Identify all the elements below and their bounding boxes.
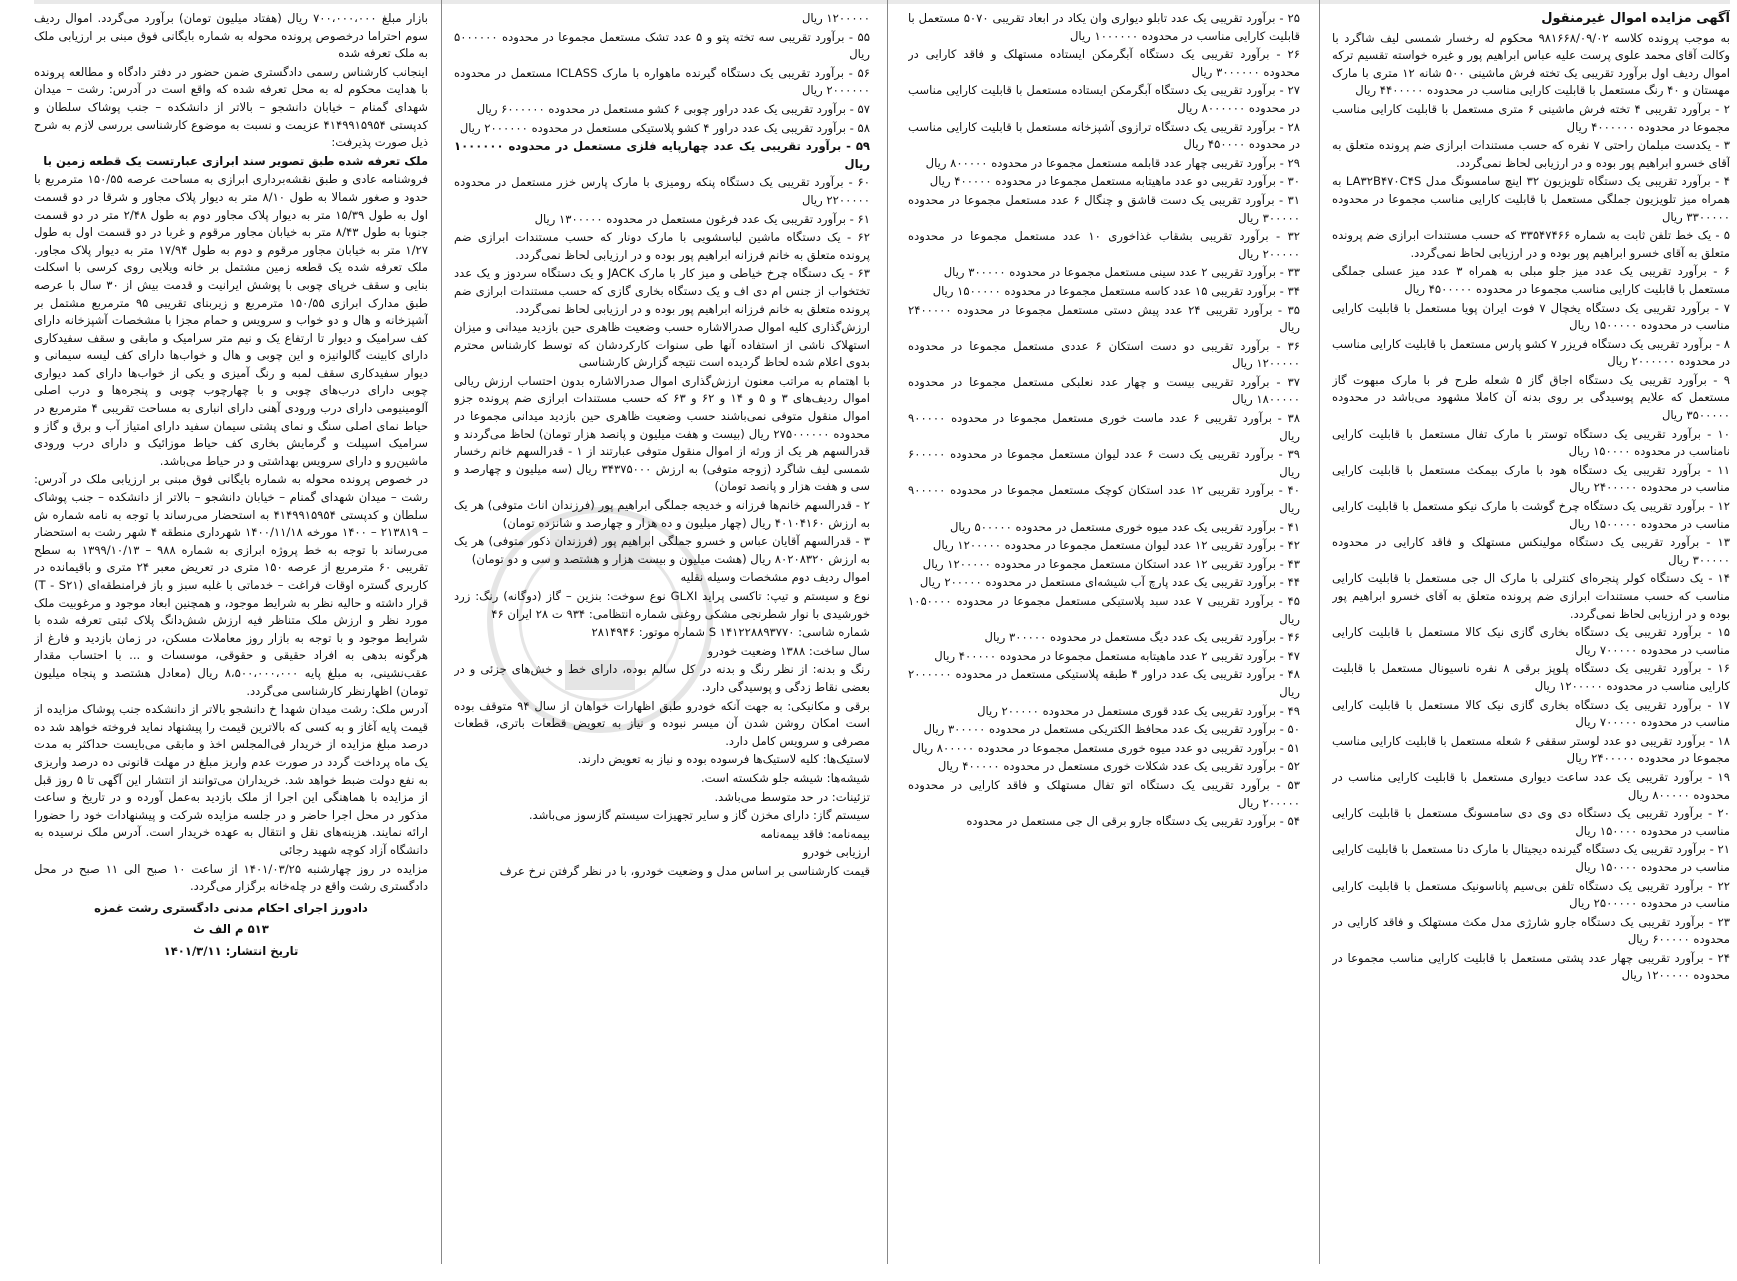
list-item: نوع و سیستم و تیپ: تاکسی پراید GLXI نوع سوخت: بنزین – گاز (دوگانه) رنگ: زرد خورشیدی با نوار شطرنجی مشکی روغنی شماره انتظامی: ۹۳۴ ت ۲۸ ایران ۴۶ — [454, 589, 870, 621]
list-item: مزایده در روز چهارشنبه ۱۴۰۱/۰۳/۲۵ از ساعت ۱۰ صبح الی ۱۱ صبح در محل دادگستری رشت واقع در چله‌خانه برگزار می‌گردد. — [34, 861, 428, 894]
column-1 — [1332, 10, 1730, 1246]
list-item: ۶۳ - یک دستگاه چرخ خیاطی و میز کار با مارک JACK و یک دستگاه سردوز و یک عدد تختخواب از جنس ام دی اف و یک دستگاه بخاری گازی که حسب مستندات ابرازی ضم پرونده متعلق به خانم فرزانه ابراهیم پور بوده و در ارزیابی لحاظ نمی‌گردد. — [454, 266, 870, 316]
list-item: ۱۷ - برآورد تقریبی یک دستگاه بخاری گازی نیک کالا مستعمل با قابلیت کارایی مناسب در محدوده ۷۰۰۰۰۰ ریال — [1332, 697, 1730, 730]
item-list-4 — [34, 10, 428, 896]
list-item: سال ساخت: ۱۳۸۸ وضعیت خودرو — [707, 643, 870, 658]
signature-line: دادورز اجرای احکام مدنی دادگستری رشت غمزه — [94, 900, 368, 915]
list-item: شماره شاسی: S ۱۴۱۲۲۸۸۹۳۷۷۰ شماره موتور: ۲۸۱۴۹۴۶ — [591, 625, 870, 640]
publish-date: تاریخ انتشار: ۱۴۰۱/۳/۱۱ — [163, 943, 299, 958]
list-item: ۴۲ - برآورد تقریبی ۱۲ عدد لیوان مستعمل مجموعا در محدوده ۱۲۰۰۰۰۰ ریال — [932, 538, 1300, 553]
list-item: ۲۹ - برآورد تقریبی چهار عدد قابلمه مستعمل مجموعا در محدوده ۸۰۰۰۰۰ ریال — [925, 155, 1300, 170]
list-item: برقی و مکانیکی: به جهت آنکه خودرو طبق اظهارات خواهان از سال ۹۴ متوقف بوده است امکان روشن شدن آن میسر نبوده و نیاز به تعویض قطعات باتری، قطعات مصرفی و سرویس کامل دارد. — [454, 698, 870, 748]
list-item: ۵۱ - برآورد تقریبی دو عدد میوه خوری مستعمل مجموعا در محدوده ۸۰۰۰۰۰ ریال — [912, 740, 1300, 755]
column-rule — [441, 0, 442, 1264]
list-item: سیستم گاز: دارای مخزن گاز و سایر تجهیزات سیستم گازسوز می‌باشد. — [528, 808, 870, 823]
list-item: ۲۲ - برآورد تقریبی یک دستگاه تلفن بی‌سیم پاناسونیک مستعمل با قابلیت کارایی مناسب در محدوده ۲۵۰۰۰۰۰ ریال — [1332, 878, 1730, 911]
list-item: ملک تعرفه شده طبق تصویر سند ابرازی عبارتست یک قطعه زمین با — [43, 153, 428, 168]
list-item: ۶ - برآورد تقریبی یک عدد میز جلو مبلی به همراه ۳ عدد میز عسلی جملگی مستعمل با قابلیت کارایی مناسب مجموعا در محدوده ۴۵۰۰۰۰۰ ریال — [1332, 264, 1730, 296]
list-item: ۴۷ - برآورد تقریبی ۲ عدد ماهیتابه مستعمل مجموعا در محدوده ۴۰۰۰۰۰ ریال — [934, 648, 1300, 663]
list-item: لاستیک‌ها: کلیه لاستیک‌ها فرسوده بوده و نیاز به تعویض دارند. — [577, 752, 870, 767]
list-item: ۳۴ - برآورد تقریبی ۱۵ عدد کاسه مستعمل مجموعا در محدوده ۱۵۰۰۰۰۰ ریال — [932, 283, 1300, 298]
item-list-3 — [454, 10, 870, 881]
list-item: ۱۹ - برآورد تقریبی یک عدد ساعت دیواری مستعمل با قابلیت کارایی مناسب در محدوده ۸۰۰۰۰۰ ریال — [1332, 769, 1730, 802]
list-item: ۶۲ - یک دستگاه ماشین لباسشویی با مارک دونار که حسب مستندات ابرازی ضم پرونده متعلق به خانم فرزانه ابراهیم پور بوده و در ارزیابی لحاظ نمی‌گردد. — [454, 230, 870, 262]
list-item: شیشه‌ها: شیشه جلو شکسته است. — [700, 770, 870, 785]
list-item: ۳۱ - برآورد تقریبی یک دست قاشق و چنگال ۶ عدد مستعمل مجموعا در محدوده ۳۰۰۰۰۰ ریال — [908, 192, 1300, 225]
list-item: ۵۳ - برآورد تقریبی یک دستگاه اتو تفال مستهلک و فاقد کارایی در محدوده ۲۰۰۰۰۰ ریال — [908, 777, 1300, 810]
list-item: ۳ - یکدست مبلمان راحتی ۷ نفره که حسب مستندات ابرازی ضم پرونده متعلق به آقای خسرو ابراهیم پور بوده و در ارزیابی لحاظ نمی‌گردد. — [1332, 138, 1730, 170]
list-item: ۹ - برآورد تقریبی یک دستگاه اجاق گاز ۵ شعله طرح فر با مارک مبهوت گاز مستعمل که علایم پوسیدگی بر روی بدنه آن کاملا مشهود می‌باشد در محدوده ۳۵۰۰۰۰۰ ریال — [1332, 372, 1730, 423]
newspaper-page — [34, 0, 1730, 1264]
list-item: آدرس ملک: رشت میدان شهدا خ دانشجو بالاتر از دانشکده جنب پوشاک مزایده از قیمت پایه آغاز و به کسی که بالاترین قیمت را پیشنهاد نماید فروخته خواهد شد ده درصد مبلغ مزایده از خریدار فی‌المجلس اخذ و مابقی می‌بایست حداکثر به مدت یک ماه پرداخت گردد در صورت عدم واریز مبلغ در مهلت قانونی ده درصد واریزی به نفع دولت ضبط خواهد شد. خریداران می‌توانند از انتشار این آگهی تا ۵ روز قبل از مزایده با هماهنگی این اجرا از ملک بازدید به‌عمل آورده و در تاریخ و ساعت مذکور در محل اجرا حاضر و در جلسه مزایده شرکت و پیشنهادات خود را حضورا ارائه نمایند. هزینه‌های نقل و انتقال به عهده خریدار است. آدرس ملک نرسیده به دانشگاه آزاد کوچه شهید رجائی — [34, 702, 428, 857]
list-item: ۶۱ - برآورد تقریبی یک عدد فرغون مستعمل در محدوده ۱۳۰۰۰۰۰ ریال — [534, 211, 870, 226]
list-item: ۲۰ - برآورد تقریبی یک دستگاه دی وی دی سامسونگ مستعمل با قابلیت کارایی مناسب در محدوده ۱۵۰۰۰۰ ریال — [1332, 806, 1730, 838]
list-item: ۲۱ - برآورد تقریبی یک دستگاه گیرنده دیجیتال با مارک دنا مستعمل با قابلیت کارایی مناسب در محدوده ۱۵۰۰۰۰ ریال — [1332, 842, 1730, 874]
list-item: ۴ - برآورد تقریبی یک دستگاه تلویزیون ۳۲ اینچ سامسونگ مدل LA۳۲B۴۷۰C۴S به همراه میز تلویزیون جملگی مستعمل با قابلیت کارایی مناسب مجموعا در محدوده ۳۳۰۰۰۰۰ ریال — [1332, 174, 1730, 224]
list-item: ۵۴ - برآورد تقریبی یک دستگاه جارو برقی ال جی مستعمل در محدوده — [966, 814, 1300, 829]
list-item: بیمه‌نامه: فاقد بیمه‌نامه — [760, 826, 870, 841]
list-item: ۲ - برآورد تقریبی ۴ تخته فرش ماشینی ۶ متری مستعمل با قابلیت کارایی مناسب مجموعا در محدوده ۴۰۰۰۰۰۰ ریال — [1332, 101, 1730, 134]
list-item: ۴۰ - برآورد تقریبی ۱۲ عدد استکان کوچک مستعمل مجموعا در محدوده ۹۰۰۰۰۰ ریال — [908, 483, 1300, 516]
list-item: ۱۲ - برآورد تقریبی یک دستگاه چرخ گوشت با مارک نیکو مستعمل با قابلیت کارایی مناسب در محدوده ۱۵۰۰۰۰۰ ریال — [1332, 499, 1730, 531]
list-item: ۴۳ - برآورد تقریبی ۱۲ عدد استکان مستعمل مجموعا در محدوده ۱۲۰۰۰۰۰ ریال — [922, 556, 1300, 571]
list-item: ۳۸ - برآورد تقریبی ۶ عدد ماست خوری مستعمل مجموعا در محدوده ۹۰۰۰۰۰ ریال — [908, 411, 1300, 443]
list-item: ۴۹ - برآورد تقریبی یک عدد قوری مستعمل در محدوده ۲۰۰۰۰۰ ریال — [977, 703, 1300, 718]
list-item: اموال ردیف دوم مشخصات وسیله نقلیه — [680, 570, 870, 585]
column-rule — [1319, 0, 1320, 1264]
list-item: اینجانب کارشناس رسمی دادگستری ضمن حضور در دفتر دادگاه و مطالعه پرونده با هدایت محکوم له به محل تعرفه شده که واقع است در آدرس: رشت – میدان شهدای گمنام – خیابان دانشجو – بالاتر از دانشکده – جنب پوشاک سلطان و کدپستی ۴۱۴۹۹۱۵۹۵۴ عزیمت و نسبت به موضوع کارشناسی بررسی لازم به شرح ذیل صورت پذیرفت: — [34, 64, 428, 150]
list-item: ۱۶ - برآورد تقریبی یک دستگاه پلوپز برقی ۸ نفره ناسیونال مستعمل با قابلیت کارایی مناسب در محدوده ۱۲۰۰۰۰۰ ریال — [1332, 661, 1730, 693]
list-item: ۴۶ - برآورد تقریبی یک عدد دیگ مستعمل در محدوده ۳۰۰۰۰۰ ریال — [984, 630, 1300, 645]
list-item: ۴۵ - برآورد تقریبی ۷ عدد سبد پلاستیکی مستعمل مجموعا در محدوده ۱۰۵۰۰۰۰ ریال — [908, 594, 1300, 626]
list-item: ۵۷ - برآورد تقریبی یک عدد دراور چوبی ۶ کشو مستعمل در محدوده ۶۰۰۰۰۰۰ ریال — [476, 101, 870, 116]
column-3 — [454, 10, 870, 1246]
list-item: ۲ - قدرالسهم خانم‌ها فرزانه و خدیجه جملگی ابراهیم پور (فرزندان اناث متوفی) هر یک به ارزش ۴۰۱۰۴۱۶۰ ریال (چهار میلیون و ده هزار و چهارصد و شانزده تومان) — [454, 498, 870, 530]
list-item: ۱۴ - یک دستگاه کولر پنجره‌ای کنترلی با مارک ال جی مستعمل با قابلیت کارایی مناسب که حسب مستندات ابرازی ضم پرونده متعلق به آقای خسرو ابراهیم پور بوده و در ارزیابی لحاظ نمی‌گردد. — [1332, 571, 1730, 621]
top-strip — [34, 0, 1730, 4]
list-item: ۲۵ - برآورد تقریبی یک عدد تابلو دیواری وان یکاد در ابعاد تقریبی ۵۰۷۰ مستعمل با قابلیت کارایی مناسب در محدوده ۱۰۰۰۰۰۰ ریال — [908, 11, 1300, 43]
list-item: ارزش‌گذاری کلیه اموال صدرالاشاره حسب وضعیت ظاهری حین بازدید میدانی و میزان استهلاک ناشی از استفاده آنها طی سنوات کارکردشان که توسط کارشناس محترم بدوی اعلام شده لحاظ گردیده است نتیجه گزارش کارشناسی — [454, 320, 870, 370]
list-item: ۴۱ - برآورد تقریبی یک عدد میوه خوری مستعمل در محدوده ۵۰۰۰۰۰ ریال — [950, 519, 1300, 534]
item-list-2 — [908, 10, 1300, 831]
ad-title: آگهی مزایده اموال غیرمنقول — [1541, 11, 1730, 26]
list-item: ۵۹ - برآورد تقریبی یک عدد چهارپایه فلزی مستعمل در محدوده ۱۰۰۰۰۰۰ ریال — [454, 139, 870, 171]
list-item: ۷ - برآورد تقریبی یک دستگاه یخچال ۷ فوت ایران پویا مستعمل با قابلیت کارایی مناسب در محدوده ۱۵۰۰۰۰۰ ریال — [1332, 300, 1730, 333]
list-item: ۱۳ - برآورد تقریبی یک دستگاه مولینکس مستهلک و فاقد کارایی در محدوده ۳۰۰۰۰۰ ریال — [1332, 535, 1730, 567]
list-item: ۱۵ - برآورد تقریبی یک دستگاه بخاری گازی نیک کالا مستعمل با قابلیت کارایی مناسب در محدوده ۷۰۰۰۰۰ ریال — [1332, 625, 1730, 657]
list-item: تزئینات: در حد متوسط می‌باشد. — [714, 789, 870, 804]
list-item: فروشنامه عادی و طبق نقشه‌برداری ابرازی به مساحت عرصه ۱۵۰/۵۵ مترمربع با حدود و صغور شمالا به طول ۸/۱۰ متر به دیوار پلاک مجاور و شرقا در دو قسمت اول به طول ۱۵/۳۹ متر به دیوار پلاک مجاور دوم به طول ۲/۴۸ متر در دو قسمت جنوبا به طول ۸/۴۳ متر به خیابان مجاور مرقوم و غربا در دو قسمت اول به طول ۱/۲۷ متر به خیابان مجاور مرقوم و دوم به طول ۱۷/۹۴ متر به دیوار پلاک مجاور. ملک تعرفه شده یک قطعه زمین مشتمل بر خانه ویلایی روی کرسی با اسکلت بنایی و سقف خرپای چوبی با پوشش ایرانیت و قدمت بیش از ۳۰ سال با عرصه طبق مدارک ابرازی ۱۵۰/۵۵ مترمربع و زیربنای تقریبی ۹۵ مترمربع مشتمل بر آشپزخانه و هال و دو خواب و سرویس و حمام مجزا با مشخصات آشپزخانه دارای کف سرامیک و دیوار تا ارتفاع یک و نیم متر سرامیک و مابقی و سقف سفیدکاری دارای کابینت گالوانیزه و این چوبی و هال و خواب‌ها دارای کف لیسه سیمانی و دیوار سفیدکاری سقف لمبه و رنگ آمیزی و یکی از خواب‌ها دارای کمد دیواری چوبی دارای درب‌های چوبی و با چهارچوب چوبی و پنجره‌ها و درب اصلی آلومینیومی دارای درب ورودی آهنی دارای انباری به مساحت تقریبی ۴ مترمربع در حیاط نمای اصلی سنگ و نمای پشتی سیمان سفید دارای امتیاز آب و برق و گاز و سرامیک اسپیلت و گرمایش بخاری کف حیاط موزائیک و دارای درب ورودی ماشین‌رو و دارای سرویس بهداشتی و در حیاط می‌باشد. — [34, 172, 428, 468]
column-2 — [908, 10, 1300, 1246]
ad-code: ۵۱۳ م الف ث — [193, 922, 269, 937]
list-item: ۵۸ - برآورد تقریبی یک عدد دراور ۴ کشو پلاستیکی مستعمل در محدوده ۲۰۰۰۰۰۰ ریال — [459, 120, 870, 135]
list-item: ۱۲۰۰۰۰۰ ریال — [801, 11, 870, 25]
list-item: ۳۹ - برآورد تقریبی یک دست ۶ عدد لیوان مستعمل مجموعا در محدوده ۶۰۰۰۰۰ ریال — [908, 447, 1300, 479]
list-item: ۱۸ - برآورد تقریبی دو عدد لوستر سقفی ۶ شعله مستعمل با قابلیت کارایی مناسب مجموعا در محدوده ۲۴۰۰۰۰۰ ریال — [1332, 733, 1730, 766]
column-rule — [887, 0, 888, 1264]
list-item: ۳۷ - برآورد تقریبی بیست و چهار عدد نعلبکی مستعمل مجموعا در محدوده ۱۸۰۰۰۰۰ ریال — [908, 374, 1300, 407]
list-item: ۶۰ - برآورد تقریبی یک دستگاه پنکه رومیزی با مارک پارس خزر مستعمل در محدوده ۲۲۰۰۰۰۰ ریال — [454, 175, 870, 207]
list-item: ۲۳ - برآورد تقریبی یک دستگاه جارو شارژی مدل مکث مستهلک و فاقد کارایی در محدوده ۶۰۰۰۰۰ ریال — [1332, 914, 1730, 947]
list-item: ۵۶ - برآورد تقریبی یک دستگاه گیرنده ماهواره با مارک ICLASS مستعمل در محدوده ۲۰۰۰۰۰۰ ریال — [454, 65, 870, 98]
list-item: ۳۰ - برآورد تقریبی دو عدد ماهیتابه مستعمل مجموعا در محدوده ۴۰۰۰۰۰ ریال — [929, 174, 1300, 189]
list-item: ۵۲ - برآورد تقریبی یک عدد شکلات خوری مستعمل در محدوده ۴۰۰۰۰۰ ریال — [937, 759, 1300, 774]
list-item: ۴۴ - برآورد تقریبی یک عدد پارچ آب شیشه‌ای مستعمل در محدوده ۲۰۰۰۰۰ ریال — [919, 575, 1300, 590]
list-item: ۳ - قدرالسهم آقایان عباس و خسرو جملگی ابراهیم پور (فرزندان ذکور متوفی) هر یک به ارزش ۸۰۲۰۸۳۲۰ ریال (هشت میلیون و بیست هزار و هشتصد و سی و دو تومان) — [454, 534, 870, 566]
list-item: ۵ - یک خط تلفن ثابت به شماره ۳۳۵۴۷۴۶۶ که حسب مستندات ابرازی ضم پرونده متعلق به آقای خسرو ابراهیم پور بوده و در ارزیابی لحاظ نمی‌گردد. — [1332, 228, 1730, 260]
list-item: ۳۳ - برآورد تقریبی ۲ عدد سینی مستعمل مجموعا در محدوده ۳۰۰۰۰۰ ریال — [943, 265, 1300, 280]
list-item: ۳۶ - برآورد تقریبی دو دست استکان ۶ عددی مستعمل مجموعا در محدوده ۱۲۰۰۰۰۰ ریال — [908, 338, 1300, 371]
column-4 — [34, 10, 428, 1246]
list-item: ۳۵ - برآورد تقریبی ۲۴ عدد پیش دستی مستعمل مجموعا در محدوده ۲۴۰۰۰۰۰ ریال — [908, 302, 1300, 335]
list-item: ۵۵ - برآورد تقریبی سه تخته پتو و ۵ عدد تشک مستعمل مجموعا در محدوده ۵۰۰۰۰۰۰ ریال — [454, 29, 870, 62]
list-item: ۲۷ - برآورد تقریبی یک دستگاه آبگرمکن ایستاده مستعمل با قابلیت کارایی مناسب در محدوده ۸۰۰۰۰۰۰ ریال — [908, 83, 1300, 115]
list-item: در خصوص پرونده محوله به شماره بایگانی فوق مبنی بر ارزیابی ملک در آدرس: رشت – میدان شهدای گمنام – خیابان دانشجو – بالاتر از دانشکده – جنب پوشاک سلطان و کدپستی ۴۱۴۹۹۱۵۹۵۴ به استحضار می‌رساند با توجه به نامه شماره ش – ۲۱۳۸۱۹ – ۱۴۰۰ مورخه ۱۴۰۰/۱۱/۱۸ شهرداری منطقه ۴ شهر رشت به استحضار می‌رساند با توجه به خط پروژه ابرازی به شماره ۹۸۸ – ۱۳۹۹/۱۰/۱۳ به سطح تقریبی ۶۰ مترمربع از عرصه ۱۵۰ متری در تعریض معبر ۲۴ متری و باقیمانده در کاربری گستره اوقات فراغت – خدماتی با غلبه سبز و باز فرامنطقه‌ای (T - S۲۱) قرار داشته و حالیه نظر به شرایط موجود، و همچنین ابعاد موجود و مرغوبیت ملک مورد نظر و ارزش ملک متناظر فیه ارزش شش‌دانگ پلاک ثبتی تعرفه شده با شرایط موجود و با توجه به بازار روز معاملات مسکن، در زمان بازدید و فارغ از هرگونه بدهی به افراد حقیقی و حقوقی، موسسات و ... با احتساب مقدار عقب‌نشینی، به مبلغ پایه ۸،۵۰۰،۰۰۰،۰۰۰ ریال (معادل هشتصد و پنجاه میلیون تومان) اظهارنظر کارشناسی می‌گردد. — [34, 472, 428, 698]
list-item: ۲۴ - برآورد تقریبی چهار عدد پشتی مستعمل با قابلیت کارایی مناسب مجموعا در محدوده ۱۲۰۰۰۰۰ ریال — [1332, 950, 1730, 983]
list-item: ۲۸ - برآورد تقریبی یک دستگاه ترازوی آشپزخانه مستعمل با قابلیت کارایی مناسب در محدوده ۴۵۰۰۰۰ ریال — [908, 119, 1300, 152]
list-item: قیمت کارشناسی بر اساس مدل و وضعیت خودرو، با در نظر گرفتن نرخ عرف — [499, 863, 870, 878]
list-item: با اهتمام به مراتب معنون ارزش‌گذاری اموال صدرالاشاره بدون احتساب ارزش ریالی اموال ردیف‌های ۳ و ۵ و ۱۴ و ۶۲ و ۶۳ که حسب مستندات ابرازی ضم پرونده جزو اموال منقول متوفی نمی‌باشند حسب وضعیت ظاهری حین بازدید میدانی مجموعا در محدوده ۲۷۵۰۰۰۰۰۰ ریال (بیست و هفت میلیون و پانصد هزار تومان) لحاظ می‌گردند و قدرالسهم هر یک از ورثه از اموال منقول متوفی عبارتند از ۱ - قدرالسهم خانم رخسار شمسی لیف شاگرد (زوجه متوفی) به ارزش ۳۴۳۷۵۰۰۰ ریال (سه میلیون و چهارصد و سی و هفت هزار و پانصد تومان) — [454, 373, 870, 494]
list-item: ۴۸ - برآورد تقریبی یک عدد دراور ۴ طبقه پلاستیکی مستعمل در محدوده ۲۰۰۰۰۰۰ ریال — [908, 667, 1300, 699]
list-item: ارزیابی خودرو — [802, 845, 870, 860]
list-item: ۳۲ - برآورد تقریبی بشقاب غذاخوری ۱۰ عدد مستعمل مجموعا در محدوده ۲۰۰۰۰۰ ریال — [908, 229, 1300, 261]
list-item: ۱۱ - برآورد تقریبی یک دستگاه هود با مارک بیمکث مستعمل با قابلیت کارایی مناسب در محدوده ۲۴۰۰۰۰۰ ریال — [1332, 462, 1730, 495]
list-item: رنگ و بدنه: از نظر رنگ و بدنه در کل سالم بوده، دارای خط و خش‌های جزئی و در بعضی نقاط زدگی و پوسیدگی دارد. — [454, 662, 870, 694]
list-item: ۱۰ - برآورد تقریبی یک دستگاه توستر با مارک تفال مستعمل با قابلیت کارایی نامناسب در محدوده ۱۵۰۰۰۰ ریال — [1332, 426, 1730, 459]
list-item: ۵۰ - برآورد تقریبی یک عدد محافظ الکتریکی مستعمل در محدوده ۳۰۰۰۰۰ ریال — [923, 722, 1300, 737]
item-list-1 — [1332, 101, 1730, 985]
ad-intro: به موجب پرونده کلاسه ۹۸۱۶۶۸/۰۹/۰۲ محکوم له رخسار شمسی لیف شاگرد با وکالت آقای محمد علوی پرست علیه عباس ابراهیم پور و غیره خواسته تقسیم ترکه اموال ردیف اول برآورد تقریبی یک تخته فرش ماشینی ۵۰۰ شانه ۱۲ متری با مارک مهستان و ۴۰ رنگ مستعمل با قابلیت کارایی مناسب در محدوده ۴۴۰۰۰۰۰ ریال — [1332, 30, 1730, 98]
list-item: ۸ - برآورد تقریبی یک دستگاه فریزر ۷ کشو پارس مستعمل با قابلیت کارایی مناسب در محدوده ۲۰۰۰۰۰۰ ریال — [1332, 336, 1730, 369]
list-item: بازار مبلغ ۷۰۰،۰۰۰،۰۰۰ ریال (هفتاد میلیون تومان) برآورد می‌گردد. اموال ردیف سوم احتراما درخصوص پرونده محوله به شماره بایگانی فوق مبنی بر ارزیابی ملک به ملک تعرفه شده — [34, 11, 428, 61]
list-item: ۲۶ - برآورد تقریبی یک دستگاه آبگرمکن ایستاده مستهلک و فاقد کارایی در محدوده ۳۰۰۰۰۰۰ ریال — [908, 47, 1300, 79]
